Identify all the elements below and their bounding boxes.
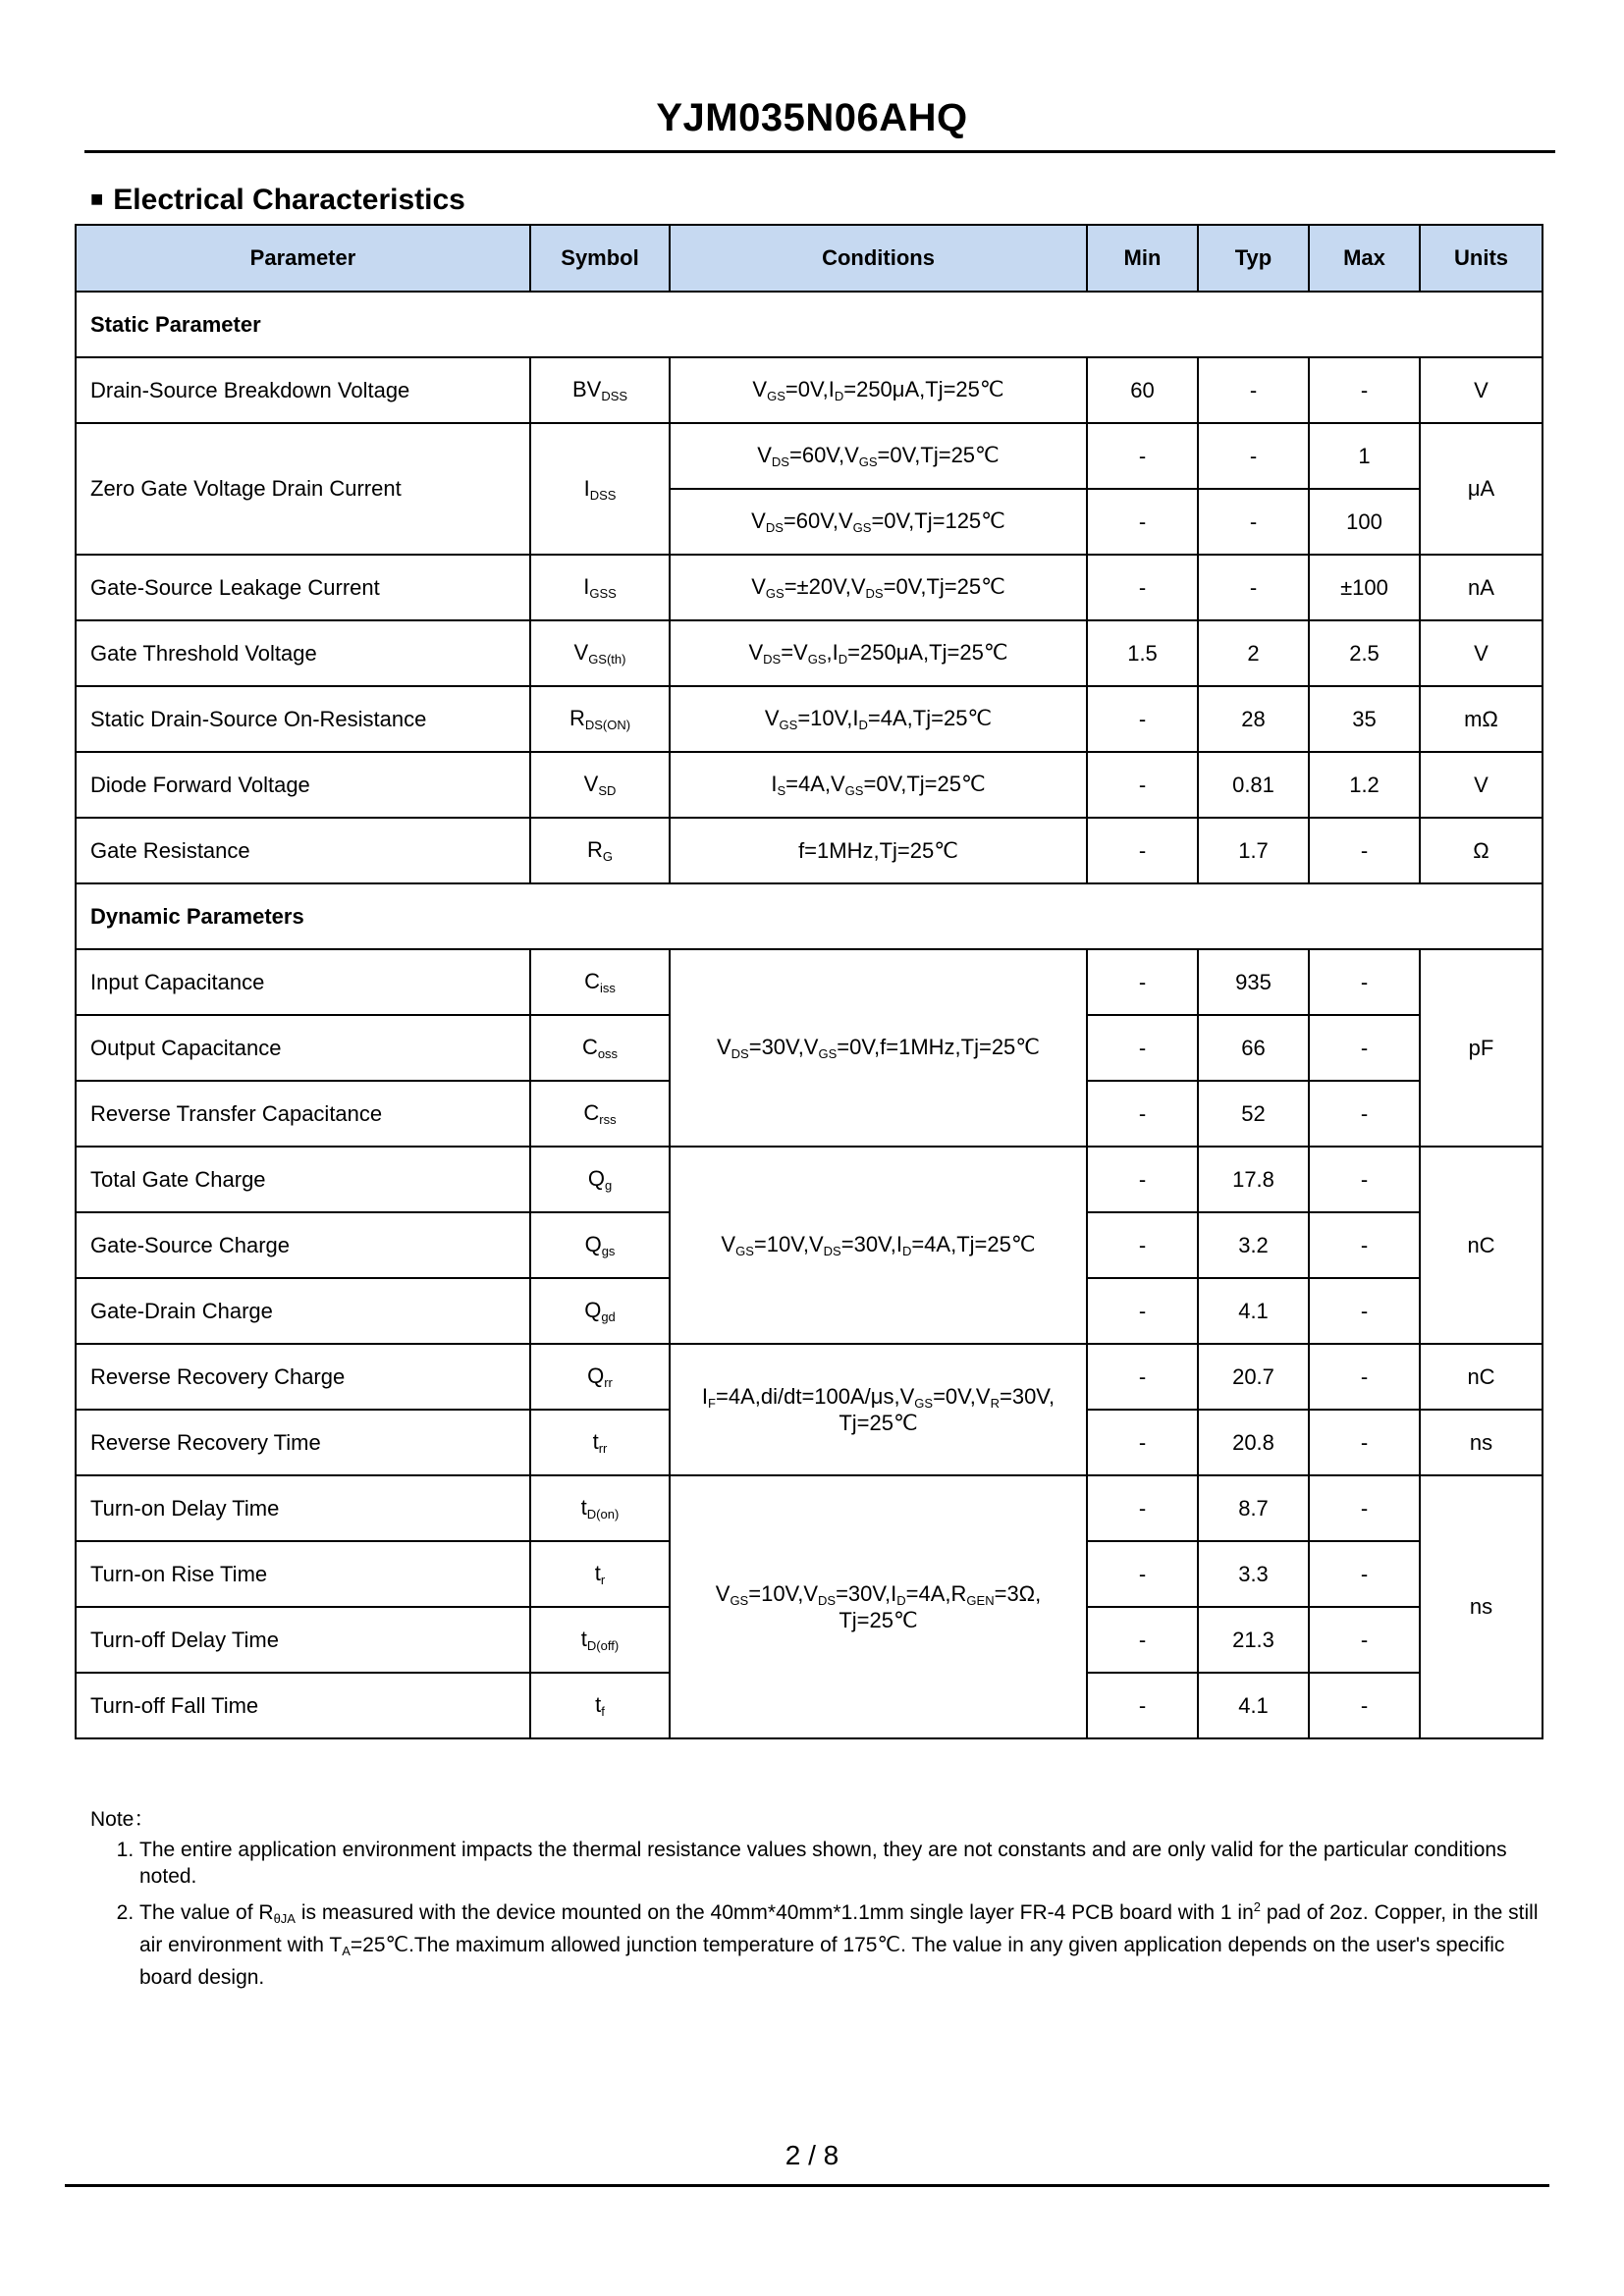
param-cell: Gate-Drain Charge: [76, 1278, 530, 1344]
symbol-cell: $V_{SD}$: [530, 752, 670, 818]
table-row: [76, 752, 1543, 818]
typ-cell: -: [1198, 489, 1309, 555]
min-cell: 60: [1087, 357, 1198, 423]
table-row: [76, 949, 1543, 1015]
page-number: 2 / 8: [785, 2140, 839, 2170]
typ-cell: 28: [1198, 686, 1309, 752]
min-cell: -: [1087, 752, 1198, 818]
table-row: [76, 423, 1543, 489]
table-row: [76, 620, 1543, 686]
typ-cell: 17.8: [1198, 1147, 1309, 1212]
param-cell: Zero Gate Voltage Drain Current: [76, 423, 530, 555]
unit-cell: nC: [1420, 1147, 1543, 1344]
max-cell: -: [1309, 1278, 1420, 1344]
symbol-cell: $I_{DSS}$: [530, 423, 670, 555]
section-heading: [90, 184, 465, 217]
symbol-cell: $C_{rss}$: [530, 1081, 670, 1147]
min-cell: -: [1087, 1475, 1198, 1541]
header-typ: Typ: [1198, 225, 1309, 292]
typ-cell: 2: [1198, 620, 1309, 686]
param-cell: Turn-off Delay Time: [76, 1607, 530, 1673]
unit-cell: Ω: [1420, 818, 1543, 883]
conditions-cell: $V_{GS}=10V,V_{DS}=30V,I_D=4A,Tj=25℃$: [670, 1147, 1087, 1344]
typ-cell: 20.8: [1198, 1410, 1309, 1475]
header-max: Max: [1309, 225, 1420, 292]
min-cell: -: [1087, 1278, 1198, 1344]
param-cell: Turn-off Fall Time: [76, 1673, 530, 1738]
note-item: 2. The value of $R_{\theta JA}$ is measured with the device mounted on the 40mm*40mm*1.1mm single layer FR-4 PCB board with 1 $in^2$ pad of 2oz. Copper, in the still air environment with $T_A=25℃.The$ maximum allowed junction temperature of 175℃. The value in any given application depends on the user's specific board design.: [139, 1894, 1553, 1991]
param-cell: Turn-on Delay Time: [76, 1475, 530, 1541]
table-row: [76, 686, 1543, 752]
param-cell: Drain-Source Breakdown Voltage: [76, 357, 530, 423]
param-cell: Total Gate Charge: [76, 1147, 530, 1212]
symbol-cell: $C_{iss}$: [530, 949, 670, 1015]
header-conditions: Conditions: [670, 225, 1087, 292]
symbol-cell: $R_G$: [530, 818, 670, 883]
conditions-cell: $V_{DS}=60V,V_{GS}=0V,Tj=125℃$: [670, 489, 1087, 555]
symbol-cell: $Q_g$: [530, 1147, 670, 1212]
unit-cell: pF: [1420, 949, 1543, 1147]
section-title: Electrical Characteristics: [113, 184, 465, 216]
symbol-cell: $Q_{gd}$: [530, 1278, 670, 1344]
max-cell: -: [1309, 1015, 1420, 1081]
typ-cell: 1.7: [1198, 818, 1309, 883]
typ-cell: 3.3: [1198, 1541, 1309, 1607]
min-cell: -: [1087, 818, 1198, 883]
unit-cell: V: [1420, 357, 1543, 423]
param-cell: Reverse Recovery Time: [76, 1410, 530, 1475]
conditions-cell: $V_{GS}=10V,I_D=4A,Tj=25℃$: [670, 686, 1087, 752]
conditions-cell: $V_{DS}=V_{GS},I_D=250\mu A,Tj=25℃$: [670, 620, 1087, 686]
group-row-static: [76, 292, 1543, 357]
group-label: Static Parameter: [76, 292, 1543, 357]
param-cell: Reverse Transfer Capacitance: [76, 1081, 530, 1147]
table-header-row: [76, 225, 1543, 292]
param-cell: Output Capacitance: [76, 1015, 530, 1081]
conditions-cell: $V_{DS}=60V,V_{GS}=0V,Tj=25℃$: [670, 423, 1087, 489]
min-cell: -: [1087, 1673, 1198, 1738]
typ-cell: 8.7: [1198, 1475, 1309, 1541]
typ-cell: 0.81: [1198, 752, 1309, 818]
param-cell: Diode Forward Voltage: [76, 752, 530, 818]
unit-cell: ns: [1420, 1475, 1543, 1738]
symbol-cell: $Q_{rr}$: [530, 1344, 670, 1410]
symbol-cell: $BV_{DSS}$: [530, 357, 670, 423]
typ-cell: 4.1: [1198, 1673, 1309, 1738]
group-row-dynamic: [76, 883, 1543, 949]
max-cell: -: [1309, 1081, 1420, 1147]
unit-cell: mΩ: [1420, 686, 1543, 752]
notes-title: Note：: [90, 1808, 155, 1831]
unit-cell: ns: [1420, 1410, 1543, 1475]
square-bullet-icon: ■: [90, 187, 104, 211]
typ-cell: 935: [1198, 949, 1309, 1015]
conditions-cell: $I_F=4A,di/dt=100A/\mu s,V_{GS}=0V,V_R=30V$, Tj=25℃: [670, 1344, 1087, 1475]
unit-cell: nC: [1420, 1344, 1543, 1410]
param-cell: Input Capacitance: [76, 949, 530, 1015]
symbol-cell: $C_{oss}$: [530, 1015, 670, 1081]
min-cell: -: [1087, 1212, 1198, 1278]
symbol-cell: $t_{D(on)}$: [530, 1475, 670, 1541]
max-cell: 100: [1309, 489, 1420, 555]
min-cell: -: [1087, 1344, 1198, 1410]
conditions-cell: $V_{DS}=30V,V_{GS}=0V,f=1MHz,Tj=25℃$: [670, 949, 1087, 1147]
max-cell: -: [1309, 818, 1420, 883]
typ-cell: 66: [1198, 1015, 1309, 1081]
symbol-cell: $Q_{gs}$: [530, 1212, 670, 1278]
table-row: [76, 818, 1543, 883]
symbol-cell: $I_{GSS}$: [530, 555, 670, 620]
symbol-cell: $t_{D(off)}$: [530, 1607, 670, 1673]
min-cell: -: [1087, 1541, 1198, 1607]
conditions-cell: $V_{GS}=10V,V_{DS}=30V,I_D=4A,R_{GEN}=3\Omega$, Tj=25℃: [670, 1475, 1087, 1738]
max-cell: -: [1309, 1607, 1420, 1673]
min-cell: -: [1087, 1015, 1198, 1081]
min-cell: -: [1087, 1081, 1198, 1147]
max-cell: 35: [1309, 686, 1420, 752]
max-cell: 1.2: [1309, 752, 1420, 818]
max-cell: 1: [1309, 423, 1420, 489]
max-cell: -: [1309, 1212, 1420, 1278]
conditions-cell: f=1MHz,Tj=25℃: [670, 818, 1087, 883]
max-cell: -: [1309, 1344, 1420, 1410]
group-label: Dynamic Parameters: [76, 883, 1543, 949]
min-cell: -: [1087, 489, 1198, 555]
unit-cell: nA: [1420, 555, 1543, 620]
param-cell: Gate Resistance: [76, 818, 530, 883]
max-cell: -: [1309, 1541, 1420, 1607]
typ-cell: 21.3: [1198, 1607, 1309, 1673]
param-cell: Turn-on Rise Time: [76, 1541, 530, 1607]
min-cell: -: [1087, 949, 1198, 1015]
symbol-cell: $V_{GS(th)}$: [530, 620, 670, 686]
typ-cell: 52: [1198, 1081, 1309, 1147]
typ-cell: 20.7: [1198, 1344, 1309, 1410]
min-cell: -: [1087, 423, 1198, 489]
header-symbol: Symbol: [530, 225, 670, 292]
max-cell: -: [1309, 1673, 1420, 1738]
conditions-cell: $I_S=4A,V_{GS}=0V,Tj=25℃$: [670, 752, 1087, 818]
symbol-cell: $t_r$: [530, 1541, 670, 1607]
unit-cell: μA: [1420, 423, 1543, 555]
max-cell: -: [1309, 949, 1420, 1015]
symbol-cell: $R_{DS(ON)}$: [530, 686, 670, 752]
typ-cell: 3.2: [1198, 1212, 1309, 1278]
conditions-cell: $V_{GS}=0V,I_D=250\mu A,Tj=25℃$: [670, 357, 1087, 423]
min-cell: -: [1087, 1607, 1198, 1673]
param-cell: Reverse Recovery Charge: [76, 1344, 530, 1410]
header-rule: [84, 150, 1555, 153]
symbol-cell: $t_f$: [530, 1673, 670, 1738]
typ-cell: -: [1198, 423, 1309, 489]
document-title: YJM035N06AHQ: [656, 96, 968, 139]
table-row: [76, 1344, 1543, 1410]
max-cell: ±100: [1309, 555, 1420, 620]
note-item: 1. The entire application environment impacts the thermal resistance values shown, they are not constants and are only valid for the particular conditions noted.: [139, 1837, 1553, 1890]
symbol-cell: $t_{rr}$: [530, 1410, 670, 1475]
table-row: [76, 1147, 1543, 1212]
min-cell: 1.5: [1087, 620, 1198, 686]
unit-cell: V: [1420, 620, 1543, 686]
notes-section: [90, 1806, 1553, 1995]
typ-cell: 4.1: [1198, 1278, 1309, 1344]
typ-cell: -: [1198, 357, 1309, 423]
unit-cell: V: [1420, 752, 1543, 818]
max-cell: -: [1309, 1410, 1420, 1475]
notes-list: [90, 1837, 1553, 1991]
max-cell: -: [1309, 1147, 1420, 1212]
param-cell: Gate-Source Charge: [76, 1212, 530, 1278]
min-cell: -: [1087, 1410, 1198, 1475]
typ-cell: -: [1198, 555, 1309, 620]
param-cell: Gate-Source Leakage Current: [76, 555, 530, 620]
max-cell: 2.5: [1309, 620, 1420, 686]
table-row: [76, 1475, 1543, 1541]
min-cell: -: [1087, 555, 1198, 620]
max-cell: -: [1309, 357, 1420, 423]
max-cell: -: [1309, 1475, 1420, 1541]
param-cell: Static Drain-Source On-Resistance: [76, 686, 530, 752]
header-min: Min: [1087, 225, 1198, 292]
min-cell: -: [1087, 1147, 1198, 1212]
min-cell: -: [1087, 686, 1198, 752]
conditions-cell: $V_{GS}=\pm 20V,V_{DS}=0V,Tj=25℃$: [670, 555, 1087, 620]
footer-rule: [65, 2184, 1549, 2187]
electrical-characteristics-table: [75, 224, 1543, 1739]
param-cell: Gate Threshold Voltage: [76, 620, 530, 686]
header-parameter: Parameter: [76, 225, 530, 292]
header-units: Units: [1420, 225, 1543, 292]
table-row: [76, 555, 1543, 620]
table-row: [76, 357, 1543, 423]
